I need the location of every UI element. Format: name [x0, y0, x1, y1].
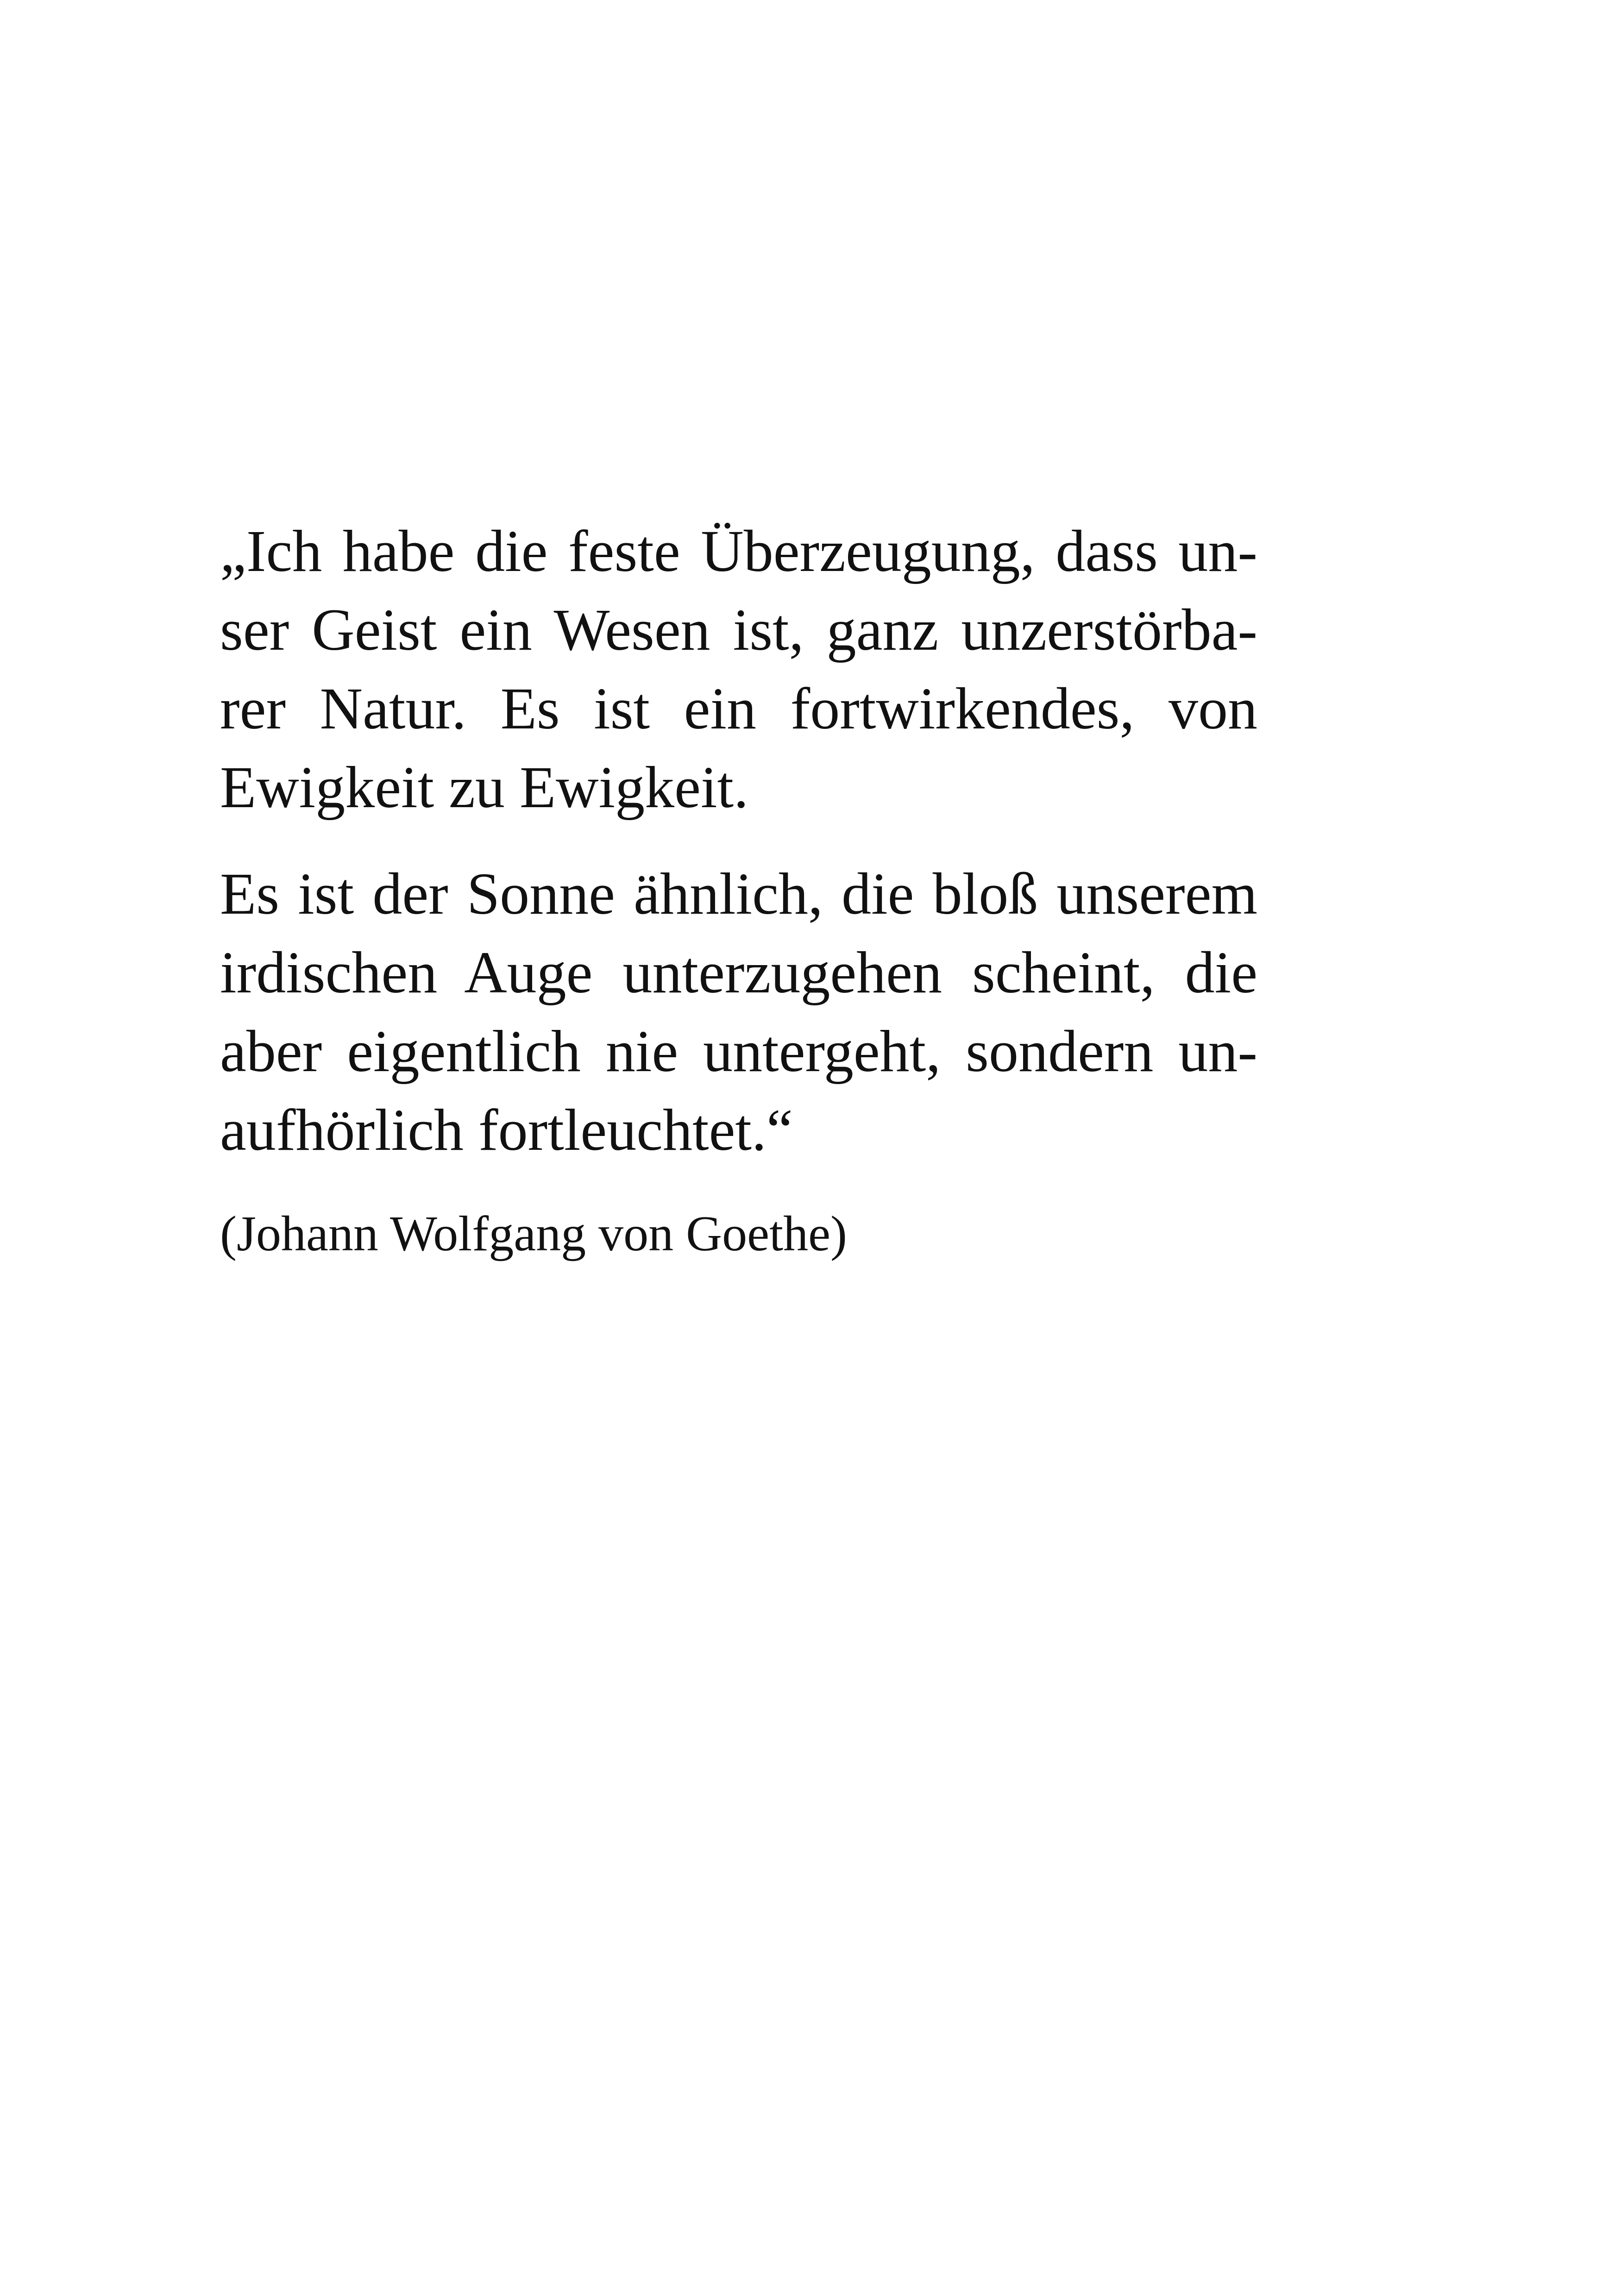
quote-attribution: (Johann Wolfgang von Goethe)	[220, 1206, 848, 1261]
quote-paragraph-2	[220, 854, 1257, 1169]
quote-line: „Ich habe die feste Überzeugung, dass un-	[220, 518, 1257, 584]
goethe-quote	[220, 512, 1257, 1267]
quote-paragraph-1	[220, 512, 1257, 827]
quote-line: ser Geist ein Wesen ist, ganz unzerstörba-	[220, 597, 1257, 663]
quote-line: Ewigkeit zu Ewigkeit.	[220, 754, 749, 820]
quote-line: rer Natur. Es ist ein fortwirkendes, von	[220, 676, 1257, 741]
quote-line: aber eigentlich nie untergeht, sondern un-	[220, 1018, 1257, 1084]
quote-line: irdischen Auge unterzugehen scheint, die	[220, 940, 1257, 1005]
quote-line: aufhörlich fortleuchtet.“	[220, 1097, 793, 1163]
quote-line: Es ist der Sonne ähnlich, die bloß unserem	[220, 861, 1257, 927]
